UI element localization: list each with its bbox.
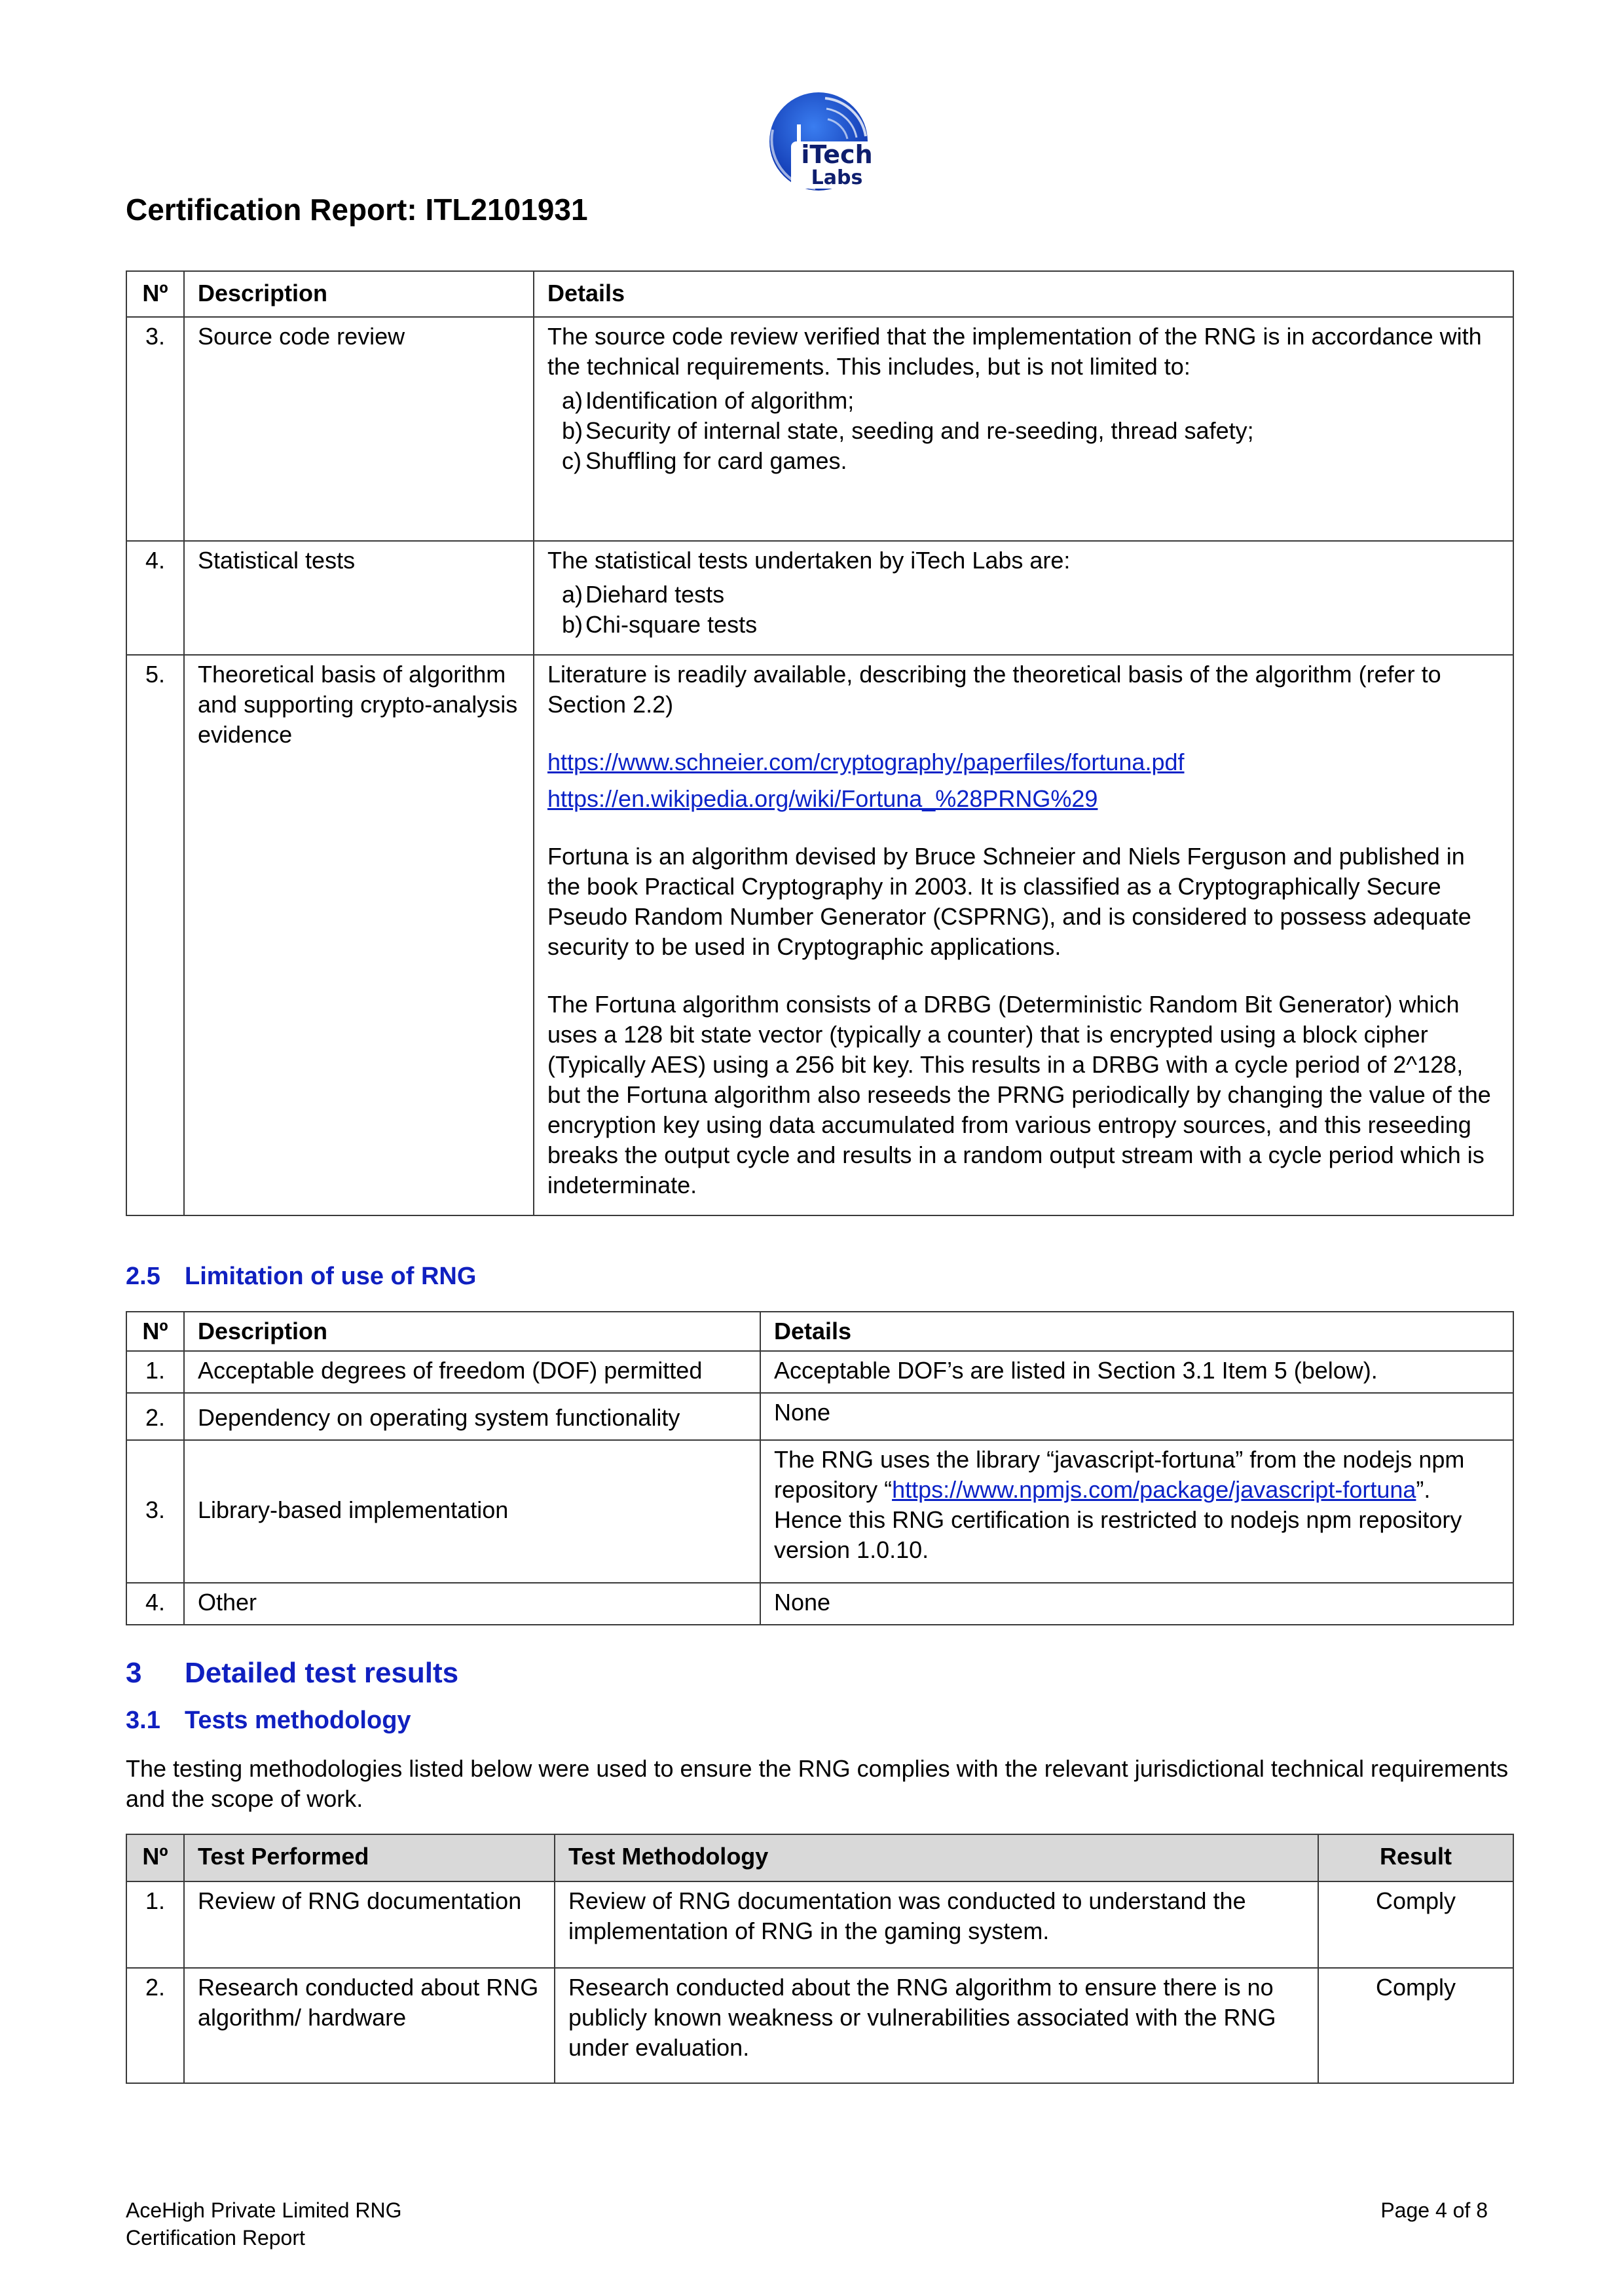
row-details [534,317,1513,541]
section-heading-2-5 [126,1261,476,1291]
wikipedia-fortuna-link[interactable]: https://en.wikipedia.org/wiki/Fortuna_%28PRNG%29 [547,785,1098,812]
row-number: 2. [126,1393,184,1440]
table-header-row [126,1834,1513,1881]
list-text: Identification of algorithm; [585,387,855,414]
row-description: Source code review [184,317,534,541]
list-marker: a) [562,387,583,414]
row-test: Review of RNG documentation [184,1881,555,1968]
col-header-number: Nº [126,1312,184,1351]
col-header-result: Result [1318,1834,1513,1881]
table-row [126,317,1513,541]
row-details: None [760,1393,1513,1440]
table-header-row [126,271,1513,317]
table-row [126,1583,1513,1625]
row-number: 3. [126,1440,184,1583]
section-heading-3 [126,1656,458,1691]
schneier-fortuna-link[interactable]: https://www.schneier.com/cryptography/paperfiles/fortuna.pdf [547,749,1185,775]
details-intro: The statistical tests undertaken by iTech Labs are: [547,547,1071,574]
table-row [126,1968,1513,2083]
table-row [126,541,1513,655]
col-header-details: Details [534,271,1513,317]
npm-javascript-fortuna-link[interactable]: https://www.npmjs.com/package/javascript-fortuna [892,1476,1416,1503]
row-number: 4. [126,1583,184,1625]
list-text: Chi-square tests [585,611,758,638]
row-description: Dependency on operating system functionality [184,1393,760,1440]
section-number: 2.5 [126,1263,160,1290]
table-row [126,1351,1513,1393]
details-paragraph: Fortuna is an algorithm devised by Bruce Schneier and Niels Ferguson and published in the book Practical Cryptography in 2003. It is classified as a Cryptographically Secure Pseudo Random Number Generator (CSPRNG), and is considered to possess adequate security to be used in Cryptographic applications. [547,843,1471,960]
row-description: Theoretical basis of algorithm and supporting crypto-analysis evidence [184,655,534,1215]
limitation-table [126,1311,1514,1625]
list-text: Shuffling for card games. [585,447,847,474]
row-details: None [760,1583,1513,1625]
details-paragraph: The Fortuna algorithm consists of a DRBG (Deterministic Random Bit Generator) which uses a 128 bit state vector (typically a counter) that is encrypted using a block cipher (Typically AES) using a 256 bit key. This results in a DRBG with a cycle period of 2^128, but the Fortuna algorithm also reseeds the PRNG periodically by changing the value of the encryption key using data accumulated from various entropy sources, and this reseeding breaks the output cycle and results in a random output stream with a cycle period which is indeterminate. [547,991,1491,1198]
logo-wordmark [791,140,883,190]
list-marker: c) [562,447,581,474]
col-header-description: Description [184,1312,760,1351]
row-number: 5. [126,655,184,1215]
section-title: Limitation of use of RNG [185,1263,477,1290]
row-result: Comply [1318,1881,1513,1968]
details-text: ”. Hence this RNG certification is restricted to nodejs npm repository version 1.0.10. [774,1476,1462,1563]
footer-page-number: Page 4 of 8 [1380,2198,1488,2222]
row-methodology: Review of RNG documentation was conducted to understand the implementation of RNG in the gaming system. [555,1881,1318,1968]
col-header-test-performed: Test Performed [184,1834,555,1881]
details-paragraph: Literature is readily available, describing the theoretical basis of the algorithm (refer to Section 2.2) [547,661,1441,718]
col-header-details: Details [760,1312,1513,1351]
details-intro: The source code review verified that the implementation of the RNG is in accordance with the technical requirements. This includes, but is not limited to: [547,323,1482,380]
list-marker: a) [562,581,583,608]
table-row [126,1393,1513,1440]
list-item [547,610,1500,640]
rng-details-table [126,270,1514,1216]
col-header-description: Description [184,271,534,317]
details-text: The RNG uses the library “javascript-fortuna” from the nodejs npm repository “ [774,1446,1465,1503]
row-description: Statistical tests [184,541,534,655]
row-result: Comply [1318,1968,1513,2083]
footer-line: Certification Report [126,2226,305,2250]
list-marker: b) [562,417,583,444]
row-test: Research conducted about RNG algorithm/ hardware [184,1968,555,2083]
list-item [547,416,1500,446]
footer-document-name [126,2196,401,2251]
col-header-number: Nº [126,271,184,317]
row-number: 1. [126,1351,184,1393]
row-description: Library-based implementation [184,1440,760,1583]
list-text: Diehard tests [585,581,725,608]
table-row [126,1440,1513,1583]
section-title: Detailed test results [185,1657,459,1689]
row-number: 3. [126,317,184,541]
section-number: 3 [126,1657,142,1689]
row-number: 1. [126,1881,184,1968]
list-item [547,580,1500,610]
list-text: Security of internal state, seeding and re-seeding, thread safety; [585,417,1254,444]
row-number: 4. [126,541,184,655]
col-header-number: Nº [126,1834,184,1881]
table-header-row [126,1312,1513,1351]
logo-line-2: Labs [811,166,863,189]
details-list [547,386,1500,476]
row-details: Acceptable DOF’s are listed in Section 3.1 Item 5 (below). [760,1351,1513,1393]
row-details [534,541,1513,655]
list-item [547,446,1500,476]
footer-line: AceHigh Private Limited RNG [126,2198,402,2222]
table-row [126,655,1513,1215]
logo-line-1: iTech [801,140,873,169]
row-details [760,1440,1513,1583]
section-title: Tests methodology [185,1707,411,1734]
col-header-test-methodology: Test Methodology [555,1834,1318,1881]
row-description: Acceptable degrees of freedom (DOF) permitted [184,1351,760,1393]
row-details [534,655,1513,1215]
tests-methodology-table [126,1834,1514,2084]
details-list [547,580,1500,640]
section-number: 3.1 [126,1707,160,1734]
report-title: Certification Report: ITL2101931 [126,193,588,227]
list-marker: b) [562,611,583,638]
row-methodology: Research conducted about the RNG algorithm to ensure there is no publicly known weakness or vulnerabilities associated with the RNG under evaluation. [555,1968,1318,2083]
list-item [547,386,1500,416]
row-description: Other [184,1583,760,1625]
row-number: 2. [126,1968,184,2083]
table-row [126,1881,1513,1968]
methodology-intro: The testing methodologies listed below were used to ensure the RNG complies with the relevant jurisdictional technical requirements and the scope of work. [126,1755,1509,1812]
section-heading-3-1 [126,1705,411,1735]
